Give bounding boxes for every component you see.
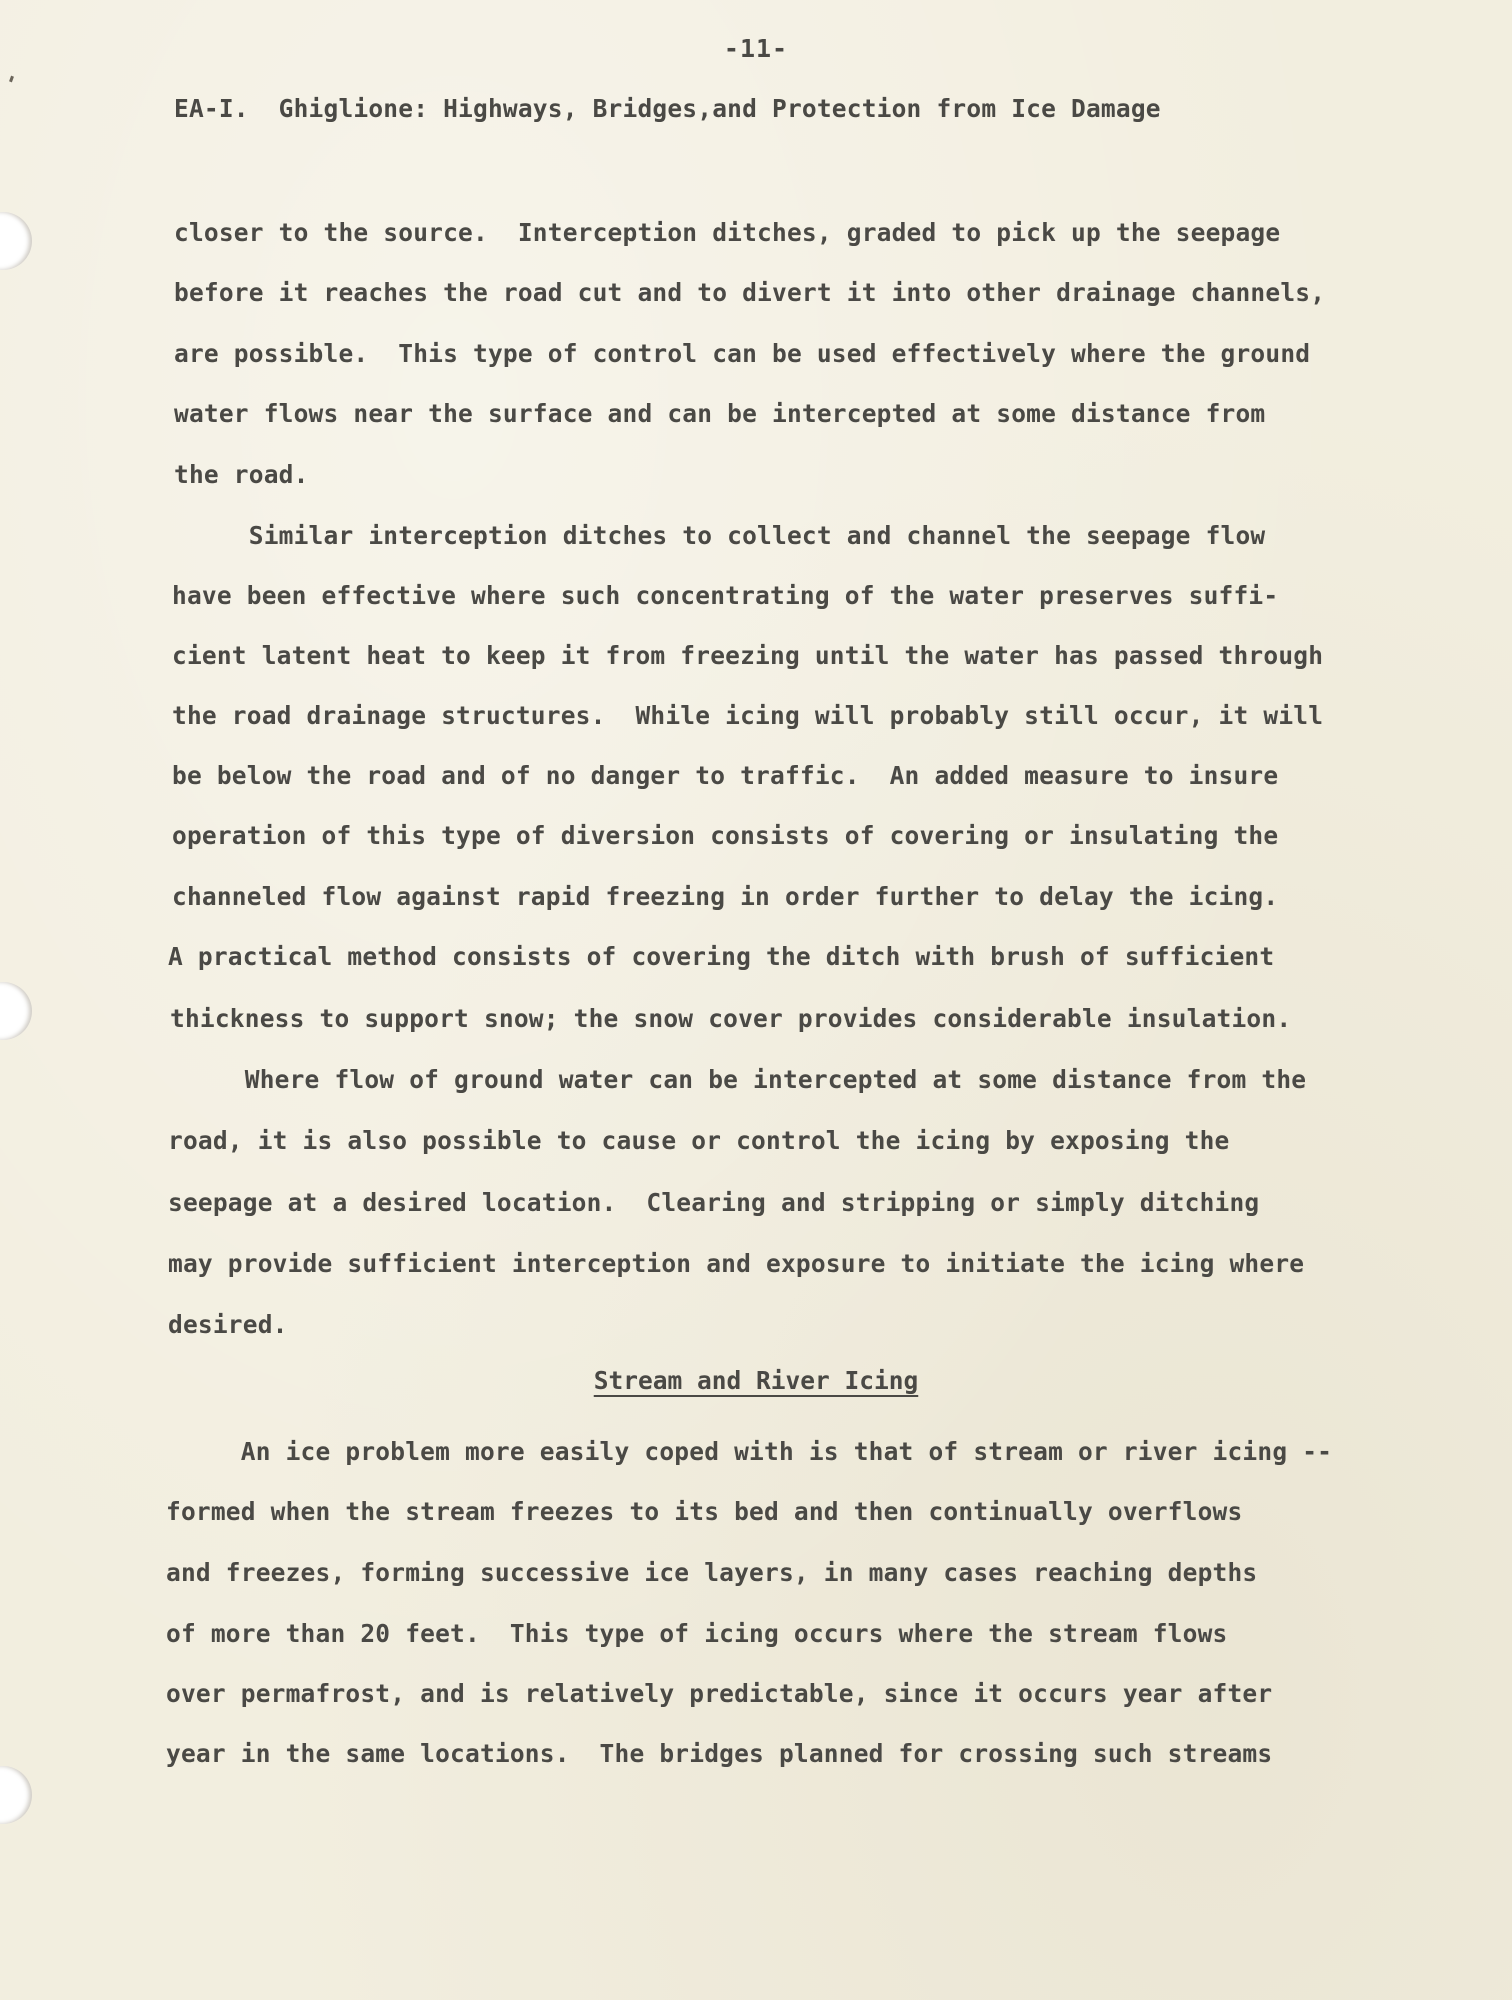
margin-mark: [9, 76, 14, 83]
text-line: operation of this type of diversion consists of covering or insulating the: [172, 821, 1279, 850]
text-line: be below the road and of no danger to traffic. An added measure to insure: [172, 761, 1279, 790]
text-line: over permafrost, and is relatively predictable, since it occurs year after: [166, 1679, 1273, 1708]
text-line: Similar interception ditches to collect and channel the seepage flow: [174, 521, 1266, 550]
punch-hole-top: [0, 212, 32, 270]
text-line: of more than 20 feet. This type of icing occurs where the stream flows: [166, 1619, 1228, 1648]
text-line: channeled flow against rapid freezing in order further to delay the icing.: [172, 882, 1279, 911]
text-line: Where flow of ground water can be intercepted at some distance from the: [170, 1065, 1307, 1094]
text-line: the road.: [174, 460, 309, 489]
text-line: A practical method consists of covering the ditch with brush of sufficient: [168, 942, 1275, 971]
text-line: may provide sufficient interception and exposure to initiate the icing where: [168, 1249, 1305, 1278]
text-line: year in the same locations. The bridges planned for crossing such streams: [166, 1739, 1273, 1768]
running-header: EA-I. Ghiglione: Highways, Bridges,and Protection from Ice Damage: [174, 94, 1161, 123]
text-line: seepage at a desired location. Clearing and stripping or simply ditching: [168, 1188, 1260, 1217]
text-line: An ice problem more easily coped with is that of stream or river icing --: [166, 1437, 1333, 1466]
text-line: the road drainage structures. While icing will probably still occur, it will: [172, 701, 1324, 730]
text-line: road, it is also possible to cause or control the icing by exposing the: [168, 1126, 1230, 1155]
text-line: thickness to support snow; the snow cover provides considerable insulation.: [170, 1004, 1292, 1033]
text-line: water flows near the surface and can be intercepted at some distance from: [174, 399, 1266, 428]
text-line: formed when the stream freezes to its bed and then continually overflows: [166, 1497, 1243, 1526]
text-line: are possible. This type of control can be used effectively where the ground: [174, 339, 1311, 368]
page-number: -11-: [723, 34, 789, 63]
punch-hole-middle: [0, 982, 32, 1040]
text-line: desired.: [168, 1310, 288, 1339]
punch-hole-bottom: [0, 1766, 32, 1824]
text-line: closer to the source. Interception ditches, graded to pick up the seepage: [174, 218, 1281, 247]
text-line: and freezes, forming successive ice layers, in many cases reaching depths: [166, 1558, 1258, 1587]
text-line: have been effective where such concentrating of the water preserves suffi-: [172, 581, 1279, 610]
text-line: before it reaches the road cut and to divert it into other drainage channels,: [174, 278, 1326, 307]
section-heading: Stream and River Icing: [593, 1366, 919, 1395]
text-line: cient latent heat to keep it from freezing until the water has passed through: [172, 641, 1324, 670]
